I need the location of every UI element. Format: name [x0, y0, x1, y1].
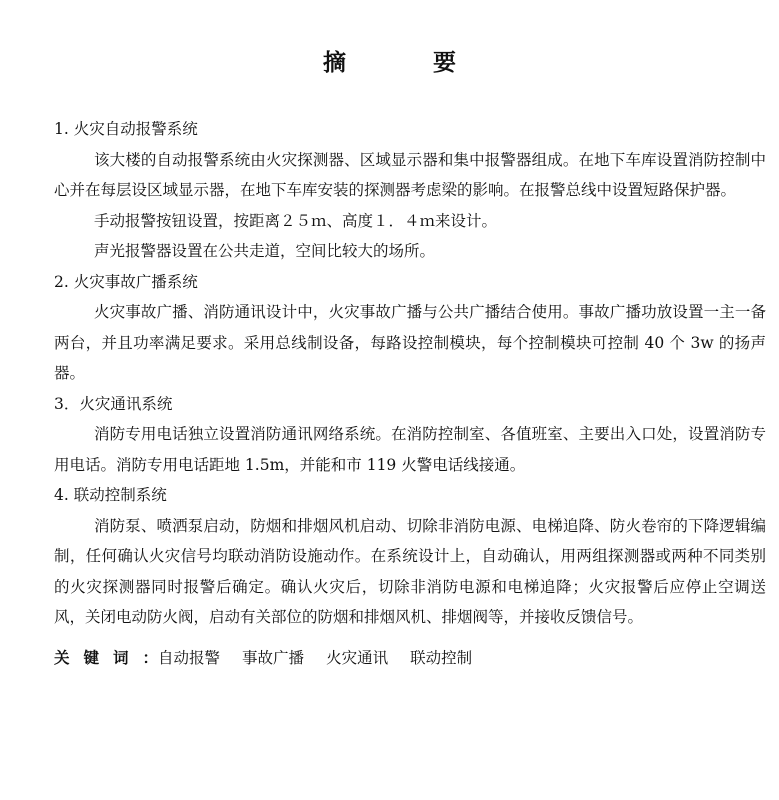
section — [54, 480, 766, 633]
paragraph: 声光报警器设置在公共走道，空间比较大的场所。 — [94, 242, 436, 260]
keywords-label: 关键词 — [54, 648, 143, 667]
section — [54, 389, 766, 481]
section — [54, 267, 766, 389]
paragraph: 火灾事故广播、消防通讯设计中，火灾事故广播与公共广播结合使用。事故广播功放设置一主一备两台，并且功率满足要求。采用总线制设备，每路设控制模块，每个控制模块可控制 40 个 3w 的扬声器。 — [54, 303, 766, 382]
abstract-body — [54, 114, 766, 673]
keyword: 火灾通讯 — [326, 648, 389, 667]
section-heading: 1. 火灾自动报警系统 — [54, 120, 198, 138]
keywords-line — [54, 643, 766, 674]
keywords-colon: ： — [142, 648, 159, 667]
section-heading: 4. 联动控制系统 — [54, 486, 167, 504]
section-heading: 2. 火灾事故广播系统 — [54, 272, 198, 291]
keyword: 联动控制 — [410, 648, 473, 667]
section — [54, 114, 766, 267]
section-heading: 3．火灾通讯系统 — [54, 394, 173, 413]
keyword: 事故广播 — [242, 648, 305, 667]
paragraph: 手动报警按钮设置，按距离２５ｍ、高度１．４ｍ来设计。 — [94, 211, 498, 230]
paragraph: 消防专用电话独立设置消防通讯网络系统。在消防控制室、各值班室、主要出入口处，设置消防专用电话。消防专用电话距地 1.5m，并能和市 119 火警电话线接通。 — [54, 425, 766, 474]
abstract-title: 摘 要 — [323, 50, 488, 76]
paragraph: 消防泵、喷洒泵启动，防烟和排烟风机启动、切除非消防电源、电梯追降、防火卷帘的下降逻辑编制，任何确认火灾信号均联动消防设施动作。在系统设计上，自动确认，用两组探测器或两种不同类别的火灾探测器同时报警后确定。确认火灾后，切除非消防电源和电梯追降；火灾报警后应停止空调送风，关闭电动防火阀，启动有关部位的防烟和排烟风机、排烟阀等，并接收反馈信号。 — [54, 516, 766, 626]
keyword: 自动报警 — [158, 648, 221, 667]
paragraph: 该大楼的自动报警系统由火灾探测器、区域显示器和集中报警器组成。在地下车库设置消防控制中心并在每层设区域显示器，在地下车库安装的探测器考虑梁的影响。在报警总线中设置短路保护器。 — [54, 150, 766, 199]
